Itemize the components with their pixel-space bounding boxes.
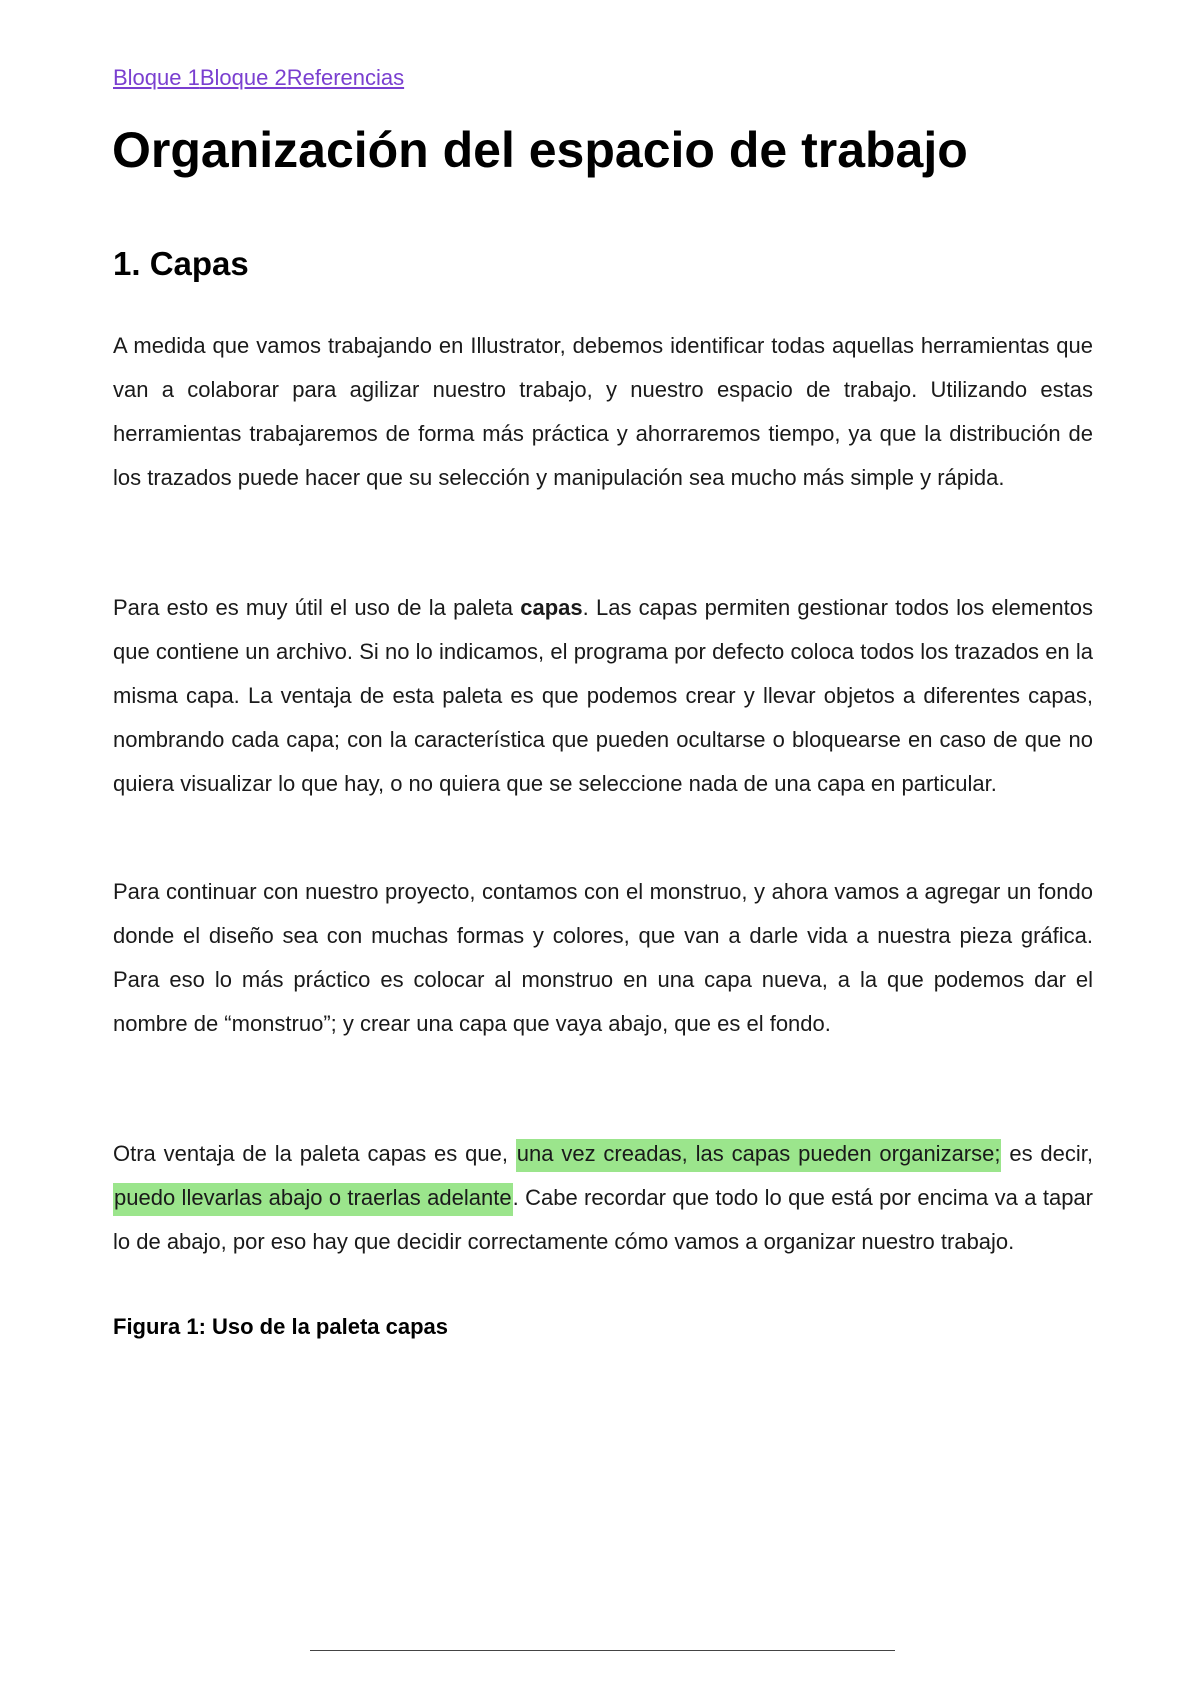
highlighted-text: una vez creadas, las capas pueden organizarse; — [516, 1139, 1002, 1172]
block-navigation — [113, 64, 404, 92]
paragraph-text: Para esto es muy útil el uso de la paleta — [113, 595, 521, 620]
paragraph-text: es decir, — [1001, 1141, 1093, 1166]
nav-link-bloque-2[interactable]: Bloque 2 — [199, 65, 287, 90]
highlighted-text: puedo llevarlas abajo o traerlas adelante — [113, 1183, 513, 1216]
nav-link-bloque-1[interactable]: Bloque 1 — [113, 65, 200, 90]
nav-link-referencias[interactable]: Referencias — [286, 65, 405, 90]
paragraph-text: . Las capas permiten gestionar todos los elementos que contiene un archivo. Si no lo indicamos, el programa por defecto coloca todos los trazados en la misma capa. La ventaja de esta paleta es que podemos crear y llevar objetos a diferentes capas, nombrando cada capa; con la característica que pueden ocultarse o bloquearse en caso de que no quiera visualizar lo que hay, o no quiera que se seleccione nada de una capa en particular. — [113, 595, 1093, 796]
footer-divider — [310, 1650, 895, 1651]
paragraph-paleta-capas — [113, 586, 1093, 806]
paragraph-organizar — [113, 1132, 1093, 1264]
paragraph-intro: A medida que vamos trabajando en Illustrator, debemos identificar todas aquellas herramientas que van a colaborar para agilizar nuestro trabajo, y nuestro espacio de trabajo. Utilizando estas herramientas trabajaremos de forma más práctica y ahorraremos tiempo, ya que la distribución de los trazados puede hacer que su selección y manipulación sea mucho más simple y rápida. — [113, 333, 1093, 490]
page-title: Organización del espacio de trabajo — [112, 122, 968, 178]
paragraph-text: Otra ventaja de la paleta capas es que, — [113, 1141, 516, 1166]
paragraph-text: . Cabe recordar que todo lo que está por encima va a tapar lo de abajo, por eso hay que decidir correctamente cómo vamos a organizar nuestro trabajo. — [113, 1185, 1093, 1254]
paragraph-monstruo: Para continuar con nuestro proyecto, contamos con el monstruo, y ahora vamos a agregar un fondo donde el diseño sea con muchas formas y colores, que van a darle vida a nuestra pieza gráfica. Para eso lo más práctico es colocar al monstruo en una capa nueva, a la que podemos dar el nombre de “monstruo”; y crear una capa que vaya abajo, que es el fondo. — [113, 879, 1093, 1036]
section-heading-capas: 1. Capas — [113, 245, 249, 282]
figure-caption: Figura 1: Uso de la paleta capas — [113, 1314, 449, 1339]
bold-term-capas: capas — [520, 595, 583, 620]
